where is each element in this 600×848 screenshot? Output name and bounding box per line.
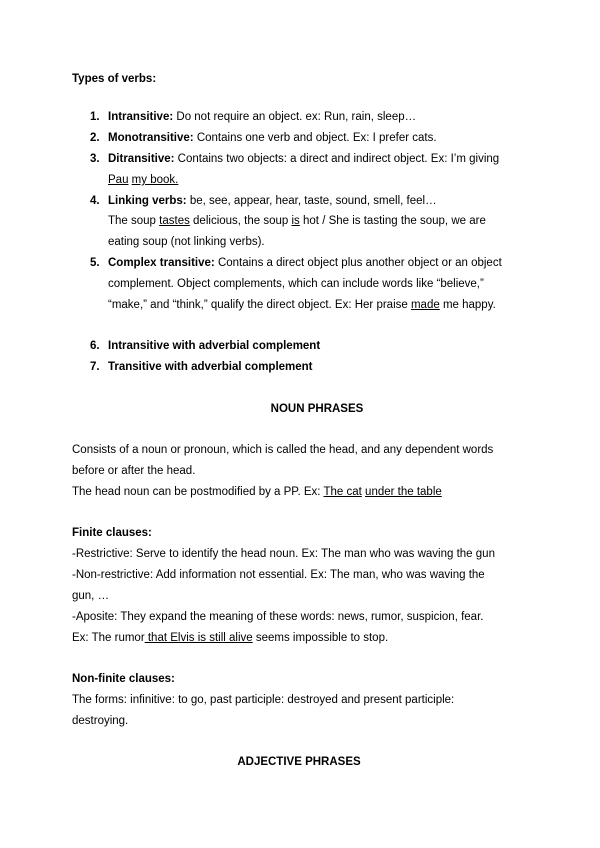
- adjective-phrases-heading: ADJECTIVE PHRASES: [237, 756, 361, 768]
- item-text: Do not require an object. ex: Run, rain, sleep…: [176, 111, 417, 123]
- text: seems impossible to stop.: [252, 632, 389, 644]
- text: delicious, the soup: [189, 215, 292, 227]
- text: Ex: The rumor: [72, 632, 145, 644]
- item-number: 1.: [90, 111, 100, 123]
- underlined-text: is: [291, 215, 300, 227]
- item-text: Contains one verb and object. Ex: I prefer cats.: [196, 132, 437, 144]
- item-number: 6.: [90, 340, 100, 352]
- nonfinite-line-1: The forms: infinitive: to go, past participle: destroyed and present participle:: [72, 694, 455, 706]
- text: me happy.: [439, 299, 496, 311]
- item-number: 2.: [90, 132, 100, 144]
- verb-item-5-line2: complement. Object complements, which can include words like “believe,”: [108, 278, 484, 290]
- finite-line-5: [72, 631, 388, 645]
- item-number: 3.: [90, 153, 100, 165]
- verb-item-3-cont: [108, 173, 178, 187]
- finite-line-1: -Restrictive: Serve to identify the head noun. Ex: The man who was waving the gun: [72, 548, 495, 560]
- nonfinite-line-2: destroying.: [72, 715, 129, 727]
- item-text: be, see, appear, hear, taste, sound, smell, feel…: [189, 195, 437, 207]
- noun-para-line2: before or after the head.: [72, 465, 196, 477]
- finite-line-4: -Aposite: They expand the meaning of these words: news, rumor, suspicion, fear.: [72, 611, 484, 623]
- item-number: 5.: [90, 257, 100, 269]
- verb-item-4: [90, 194, 437, 208]
- verb-item-3: [90, 152, 499, 166]
- text: The soup: [108, 215, 160, 227]
- finite-clauses-heading: Finite clauses:: [72, 527, 152, 539]
- item-term: Linking verbs:: [108, 195, 187, 207]
- noun-para-line1: Consists of a noun or pronoun, which is called the head, and any dependent words: [72, 444, 494, 456]
- underlined-text: my book.: [131, 174, 179, 186]
- underlined-text: made: [410, 299, 440, 311]
- verb-item-1: [90, 110, 416, 124]
- item-term: Intransitive:: [108, 111, 174, 123]
- underlined-text: under the table: [365, 486, 442, 498]
- item-number: 4.: [90, 195, 100, 207]
- noun-para-line3: [72, 485, 442, 499]
- item-text: Contains two objects: a direct and indirect object. Ex: I’m giving: [177, 153, 500, 165]
- text: The head noun can be postmodified by a PP. Ex:: [72, 486, 324, 498]
- verb-item-4-line3: eating soup (not linking verbs).: [108, 236, 265, 248]
- verb-item-2: [90, 131, 437, 145]
- underlined-text: Pau: [108, 174, 129, 186]
- types-of-verbs-heading: Types of verbs:: [72, 73, 157, 85]
- verb-item-4-line2: [108, 214, 486, 228]
- underlined-text: tastes: [159, 215, 190, 227]
- underlined-text: The cat: [323, 486, 362, 498]
- underlined-text: that Elvis is still alive: [144, 632, 253, 644]
- item-term: Monotransitive:: [108, 132, 194, 144]
- item-term: Ditransitive:: [108, 153, 175, 165]
- text: hot / She is tasting the soup, we are: [299, 215, 486, 227]
- nonfinite-clauses-heading: Non-finite clauses:: [72, 673, 175, 685]
- verb-item-7: [90, 360, 313, 374]
- verb-item-5: [90, 256, 502, 270]
- finite-line-3: gun, …: [72, 590, 110, 602]
- item-number: 7.: [90, 361, 100, 373]
- finite-line-2: -Non-restrictive: Add information not essential. Ex: The man, who was waving the: [72, 569, 485, 581]
- item-term: Transitive with adverbial complement: [108, 361, 313, 373]
- verb-item-5-line3: [108, 298, 496, 312]
- item-term: Complex transitive:: [108, 257, 215, 269]
- item-term: Intransitive with adverbial complement: [108, 340, 321, 352]
- verb-item-6: [90, 339, 320, 353]
- text: “make,” and “think,” qualify the direct object. Ex: Her praise: [108, 299, 411, 311]
- noun-phrases-heading: NOUN PHRASES: [270, 403, 364, 415]
- item-text: Contains a direct object plus another object or an object: [217, 257, 502, 269]
